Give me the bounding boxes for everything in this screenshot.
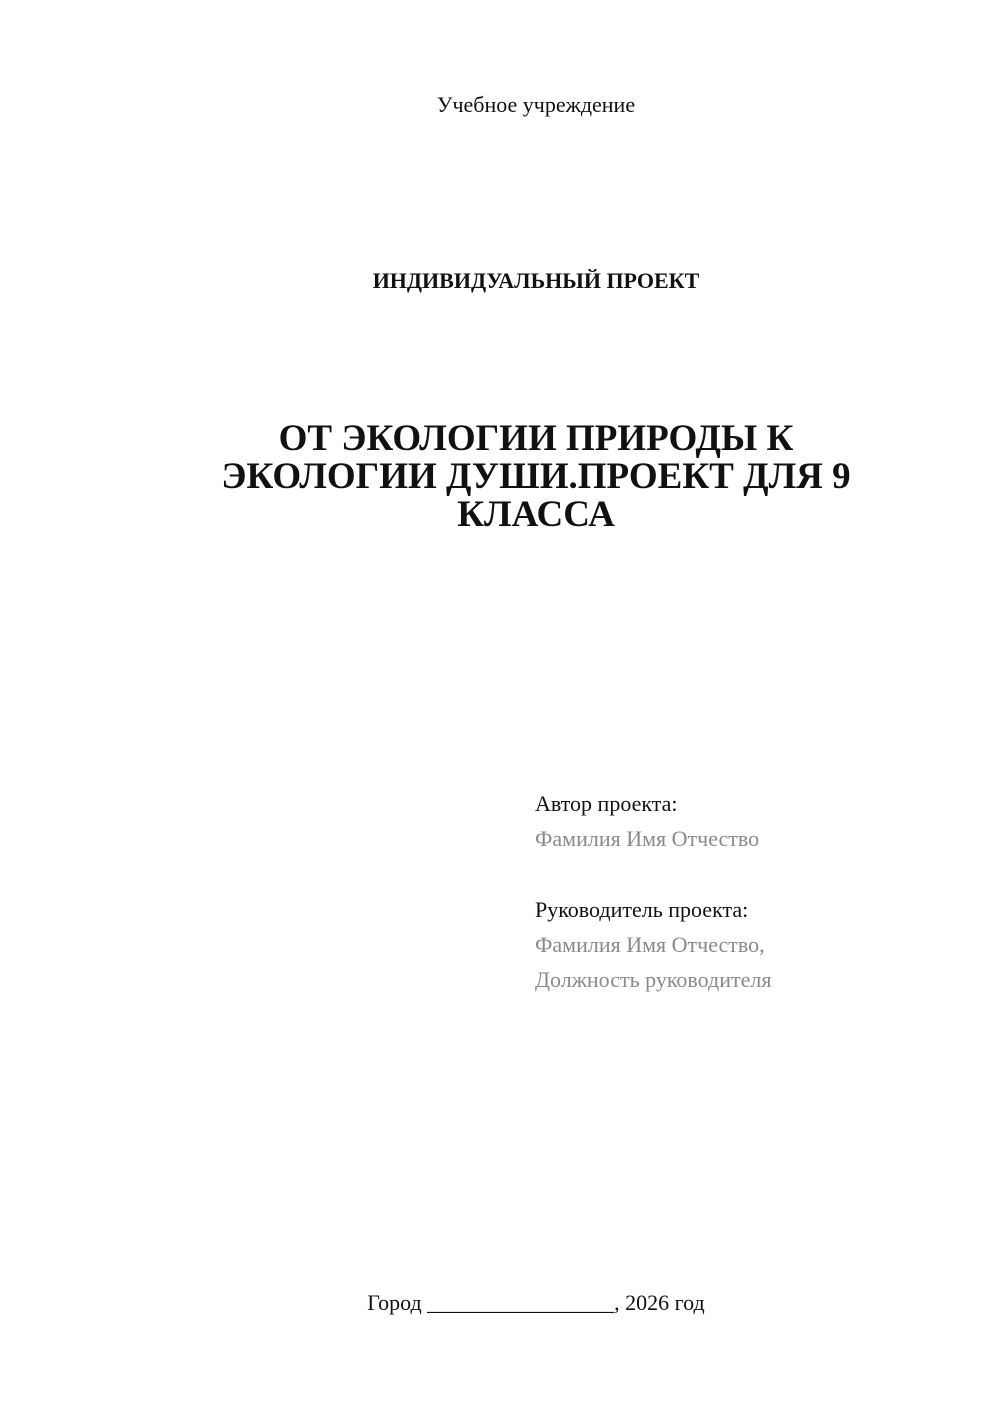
project-title-line: ОТ ЭКОЛОГИИ ПРИРОДЫ К: [278, 418, 794, 459]
author-name: Фамилия Имя Отчество: [535, 826, 760, 851]
project-title-line: КЛАССА: [457, 494, 615, 535]
project-title-line: ЭКОЛОГИИ ДУШИ.ПРОЕКТ ДЛЯ 9: [221, 456, 851, 497]
institution-name: Учебное учреждение: [436, 92, 636, 117]
supervisor-label: Руководитель проекта:: [535, 897, 749, 922]
author-label: Автор проекта:: [535, 791, 678, 816]
supervisor-name: Фамилия Имя Отчество,: [535, 932, 765, 957]
city-year-line: Город _________________, 2026 год: [367, 1290, 705, 1315]
project-title: [0, 420, 1000, 534]
project-type-heading: ИНДИВИДУАЛЬНЫЙ ПРОЕКТ: [372, 268, 700, 293]
supervisor-block: [535, 892, 955, 997]
author-block: [535, 786, 955, 856]
supervisor-position: Должность руководителя: [535, 967, 772, 992]
